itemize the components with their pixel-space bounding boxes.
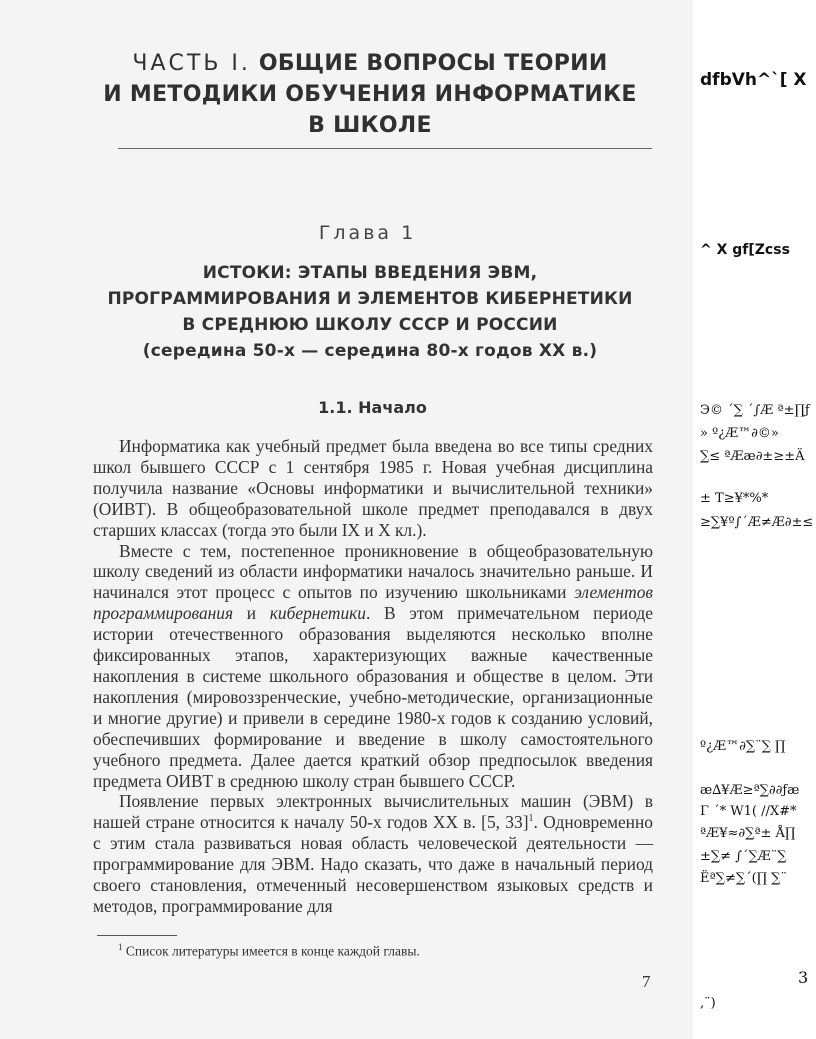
part-prefix: ЧАСТЬ I. bbox=[132, 51, 251, 76]
garbled-line: » º¿Æ™∂©» bbox=[700, 426, 779, 441]
garbled-line: ∑≤ ªÆæ∂±≥±Ä bbox=[700, 449, 805, 464]
garbled-line: ± T≥¥*%* bbox=[700, 491, 769, 506]
p2-start: Вместе с тем, постепенное проникновение в общеобразовательную школу сведений из области информатики началось значительно раньше. И начинался этот процесс с опытов по изучению школьниками bbox=[93, 540, 653, 603]
footnote-divider bbox=[97, 935, 177, 936]
chapter-title-line3: В СРЕДНЮЮ ШКОЛУ СССР И РОССИИ bbox=[182, 315, 558, 335]
garbled-line: Э© ´∑ ´∫Æ ª±∏ƒ bbox=[700, 403, 810, 418]
p2-emphasis-cybernetics: кибернетики bbox=[269, 603, 366, 624]
footnote-text: Список литературы имеется в конце каждой главы. bbox=[125, 943, 420, 959]
p3-rest: . Одновременно с этим стала развиваться новая область человеческой деятельности — программирование для ЭВМ. Надо сказать, что даже в начальный период своего становления, отмеченный несовершенством языковых средств и методов, программирование для bbox=[93, 812, 653, 916]
garbled-page-number: 3 bbox=[798, 968, 809, 987]
garbled-line: ≥∑¥º∫´Æ≠Æ∂±≤ bbox=[700, 515, 814, 530]
chapter-title-line2: ПРОГРАММИРОВАНИЯ И ЭЛЕМЕНТОВ КИБЕРНЕТИКИ bbox=[107, 289, 633, 309]
body-text bbox=[93, 436, 653, 917]
garbled-line: º¿Æ™∂∑¨∑ ∏ bbox=[700, 739, 786, 754]
garbled-line: Γ ´* W1( //X#* bbox=[700, 804, 797, 819]
garbled-chapter: ^ X gf[Zcss bbox=[700, 242, 790, 258]
chapter-title-line1: ИСТОКИ: ЭТАПЫ ВВЕДЕНИЯ ЭВМ, bbox=[202, 263, 538, 283]
p2-and: и bbox=[246, 603, 257, 624]
p3-start: Появление первых электронных вычислительных машин (ЭВМ) в нашей стране относится к началу 50-х годов XX в. [5, 33] bbox=[93, 791, 653, 833]
footnote bbox=[118, 942, 638, 960]
part-title bbox=[80, 48, 660, 141]
chapter-title bbox=[60, 260, 680, 364]
page-number: 7 bbox=[642, 972, 651, 991]
paragraph-3 bbox=[93, 791, 653, 916]
section-title: 1.1. Начало bbox=[318, 398, 427, 417]
paragraph-2 bbox=[93, 541, 653, 792]
title-divider bbox=[118, 148, 652, 149]
p2-emphasis-programming: элементов программирования bbox=[93, 582, 653, 624]
garbled-line: æ∆¥Æ≥ª∑∂∂ƒæ bbox=[700, 783, 800, 798]
chapter-subtitle: (середина 50-х — середина 80-х годов XX в.) bbox=[142, 341, 598, 361]
paragraph-1: Информатика как учебный предмет была введена во все типы средних школ бывшего СССР с 1 сентября 1985 г. Новая учебная дисциплина получила название «Основы информатики и вычислительной техники» (ОИВТ). В общеобразовательной школе предмет преподавался в двух старших классах (тогда это были IX и X кл.). bbox=[93, 436, 653, 540]
garbled-line: ªÆ¥≈∂∑ª± Å∏ bbox=[700, 826, 796, 841]
garbled-line: ±∑≠ ∫´∑Æ¨∑ bbox=[700, 849, 787, 864]
garbled-end: ,¨) bbox=[700, 996, 716, 1011]
garbled-header: dfbVh^`[ X bbox=[700, 70, 807, 90]
part-title-line2: И МЕТОДИКИ ОБУЧЕНИЯ ИНФОРМАТИКЕ bbox=[103, 82, 637, 107]
footnote-reference: 1 bbox=[528, 813, 534, 825]
p2-rest: . В этом примечательном периоде истории отечественного образования выделяются несколько вполне фиксированных этапов, характеризующих важные качественные накопления в системе школьного образования и обществе в целом. Эти накопления (мировоззренческие, учебно-методические, организационные и многие другие) и привели в середине 1980-х годов к созданию условий, обеспечивших формирование и введение в школу самостоятельного учебного предмета. Далее дается краткий обзор предпосылок введения предмета ОИВТ в среднюю школу стран бывшего СССР. bbox=[93, 603, 653, 791]
part-title-line bbox=[80, 48, 660, 79]
part-title-line3: В ШКОЛЕ bbox=[308, 113, 432, 138]
chapter-label: Глава 1 bbox=[318, 222, 417, 244]
part-title-line1: ОБЩИЕ ВОПРОСЫ ТЕОРИИ bbox=[258, 51, 608, 76]
garbled-line: Ëª∑≠∑´(∏ ∑¨ bbox=[700, 871, 787, 886]
footnote-mark: 1 bbox=[118, 942, 123, 952]
